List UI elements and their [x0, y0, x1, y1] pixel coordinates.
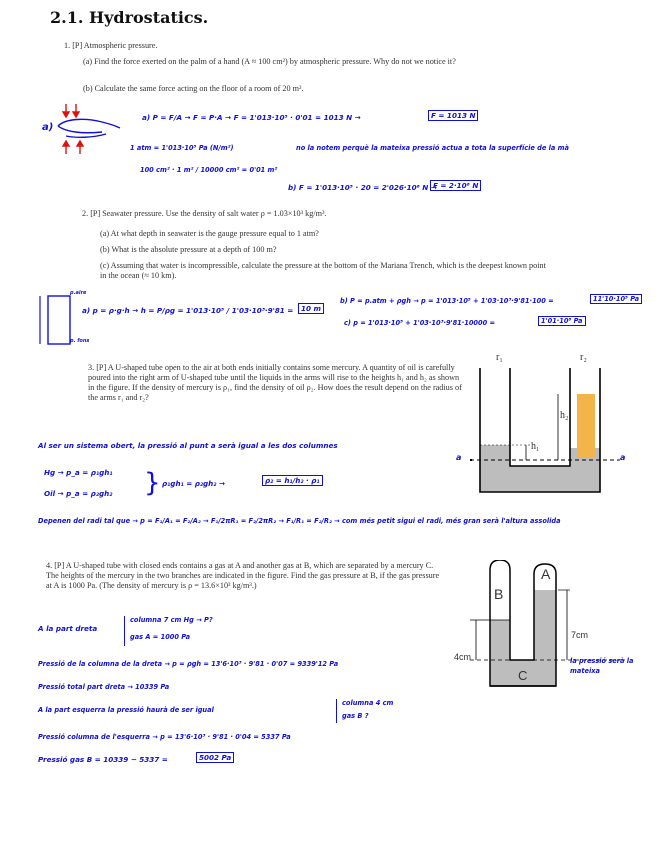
fig-gas-B: B	[494, 586, 504, 602]
problem-3-heading: 3. [P] A U-shaped tube open to the air at both ends initially contains some mercury. A quantity of oil is carefully poured into the right arm of U-shaped tube until the liquids in the arms will rise to the heights h₁ and h₂ as shown in the figure. If the density of mercury is ρ₁, find the density of oil ρ₂. How does the result depend on the radius of the arms r₁ and r₂?	[88, 363, 462, 402]
fig-h1-label: h₁	[531, 441, 540, 452]
solution-3-answer: ρ₂ = h₁/h₂ · ρ₁	[262, 475, 323, 486]
atm-conversion: 1 atm = 1'013·10⁵ Pa (N/m²)	[130, 144, 234, 152]
fig-note: la pressió serà la mateixa	[570, 657, 634, 675]
solution-1a-label: a)	[42, 122, 54, 133]
solution-4-column-4cm: columna 4 cm	[342, 699, 394, 707]
solution-3-oil: Oil → p_a = ρ₂gh₂	[44, 489, 113, 498]
solution-1b-equation: b) F = 1'013·10⁵ · 20 = 2'026·10⁶ N →	[288, 183, 437, 192]
water-column-sketch	[34, 290, 74, 350]
problem-1-heading: 1. [P] Atmospheric pressure.	[64, 41, 158, 50]
problem-2b-text: (b) What is the absolute pressure at a depth of 100 m?	[100, 245, 277, 254]
solution-2a-equation: a) p = ρ·g·h → h = P/ρg = 1'013·10⁵ / 1'03·10³·9'81 =	[82, 306, 294, 315]
solution-2b-answer: 11'10·10⁵ Pa	[590, 294, 642, 304]
label-air-pressure: p.aire	[70, 290, 87, 296]
solution-3-equality: ρ₁gh₁ = ρ₂gh₂ →	[162, 479, 225, 488]
fig-7cm: 7cm	[571, 630, 589, 640]
brace: }	[144, 468, 161, 498]
solution-1a-answer: F = 1013 N	[428, 110, 478, 121]
solution-2a-answer: 10 m	[298, 303, 324, 314]
fig-r1-label: r₁	[496, 352, 503, 363]
solution-4-right-column-pressure: Pressió de la columna de la dreta → p = ρgh = 13'6·10³ · 9'81 · 0'07 = 9339'12 Pa	[38, 660, 339, 668]
solution-2c-answer: 1'01·10⁸ Pa	[538, 316, 586, 326]
divider	[336, 699, 337, 723]
fig-point-a-right: a	[620, 453, 626, 462]
problem-2-heading: 2. [P] Seawater pressure. Use the density of salt water ρ = 1.03×10³ kg/m³.	[82, 209, 327, 218]
solution-4-total-right: Pressió total part dreta → 10339 Pa	[38, 683, 170, 691]
solution-4-answer: 5002 Pa	[196, 752, 234, 763]
fig-mercury-C: C	[518, 668, 528, 683]
solution-1a-equation: a) P = F/A → F = P·A → F = 1'013·10⁵ · 0'01 = 1013 N →	[142, 113, 361, 122]
solution-4-right-part: A la part dreta	[38, 624, 98, 633]
label-bottom-pressure: p. fons	[70, 338, 90, 344]
problem-4-heading: 4. [P] A U-shaped tube with closed ends contains a gas at A and another gas at B, which are separated by a mercury C. The heights of the mercury in the two branches are indicated in the figure. Find the gas pressure at B, if the gas pressure at A is 1000 Pa. (The density of mercury is ρ = 13.6×10³ kg/m³.)	[46, 561, 440, 590]
solution-3-line1: Al ser un sistema obert, la pressió al punt a serà igual a les dos columnes	[38, 441, 338, 450]
solution-4-gasA: gas A = 1000 Pa	[130, 633, 191, 641]
u-tube-figure-closed	[450, 560, 630, 700]
problem-2c-text: (c) Assuming that water is incompressible, calculate the pressure at the bottom of the Mariana Trench, which is the deepest known point in the ocean (≈ 10 km).	[100, 261, 546, 280]
solution-1b-answer: F = 2·10⁶ N	[430, 180, 481, 191]
solution-2c-equation: c) p = 1'013·10⁵ + 1'03·10³·9'81·10000 =	[344, 319, 496, 327]
fig-h2-label: h₂	[560, 410, 569, 421]
solution-3-mercury: Hg → p_a = ρ₁gh₁	[44, 468, 113, 477]
solution-4-left-part: A la part esquerra la pressió haurà de ser igual	[38, 706, 214, 714]
fig-r2-label: r₂	[580, 352, 587, 363]
divider	[124, 616, 125, 646]
solution-4-column: columna 7 cm Hg → P?	[130, 616, 213, 624]
solution-4-left-column-pressure: Pressió columna de l'esquerra → p = 13'6·10³ · 9'81 · 0'04 = 5337 Pa	[38, 733, 291, 741]
area-conversion: 100 cm² · 1 m² / 10000 cm² = 0'01 m²	[140, 166, 278, 174]
solution-4-gasB: Pressió gas B = 10339 − 5337 =	[38, 755, 168, 764]
section-title: 2.1. Hydrostatics.	[50, 8, 209, 27]
problem-2a-text: (a) At what depth in seawater is the gauge pressure equal to 1 atm?	[100, 229, 319, 238]
fig-gas-A: A	[541, 566, 551, 582]
solution-4-gasB-question: gas B ?	[342, 712, 369, 720]
solution-2b-equation: b) P = p.atm + ρgh → p = 1'013·10⁵ + 1'03·10³·9'81·100 =	[340, 297, 554, 305]
problem-1b-text: (b) Calculate the same force acting on the floor of a room of 20 m².	[83, 84, 304, 93]
solution-3-radius: Depenen del radi tal que → p = F₁/A₁ = F₂/A₂ → F₁/2πR₁ = F₂/2πR₂ → F₁/R₁ = F₂/R₂ → com més petit sigui el radi, més gran serà l'altura assolida	[38, 517, 561, 525]
solution-1a-note: no la notem perquè la mateixa pressió actua a tota la superfície de la mà	[296, 144, 569, 152]
problem-1a-text: (a) Find the force exerted on the palm of a hand (A ≈ 100 cm²) by atmospheric pressure. Why do not we notice it?	[83, 57, 456, 66]
fig-4cm: 4cm	[454, 652, 472, 662]
u-tube-figure-open	[470, 348, 630, 508]
fig-point-a-left: a	[456, 453, 462, 462]
